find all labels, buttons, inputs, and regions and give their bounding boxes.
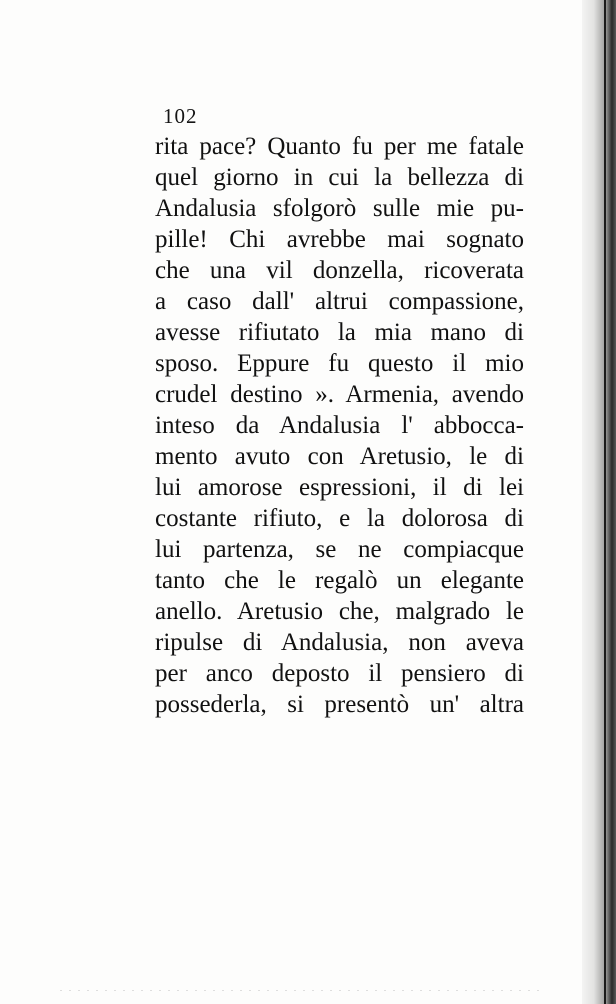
text-line: a caso dall' altrui compassione, — [155, 288, 524, 315]
text-line: quel giorno in cui la bellezza di — [155, 164, 524, 191]
binding-edge-line — [604, 0, 606, 1004]
text-line: tanto che le regalò un elegante — [155, 567, 524, 594]
text-line: mento avuto con Aretusio, le di — [155, 443, 524, 470]
text-line: ripulse di Andalusia, non aveva — [155, 629, 524, 656]
text-line: crudel destino ». Armenia, avendo — [155, 381, 524, 408]
text-line: sposo. Eppure fu questo il mio — [155, 350, 524, 377]
text-line: per anco deposto il pensiero di — [155, 660, 524, 687]
page-edge-shadow — [582, 0, 616, 1004]
text-line: lui partenza, se ne compiacque — [155, 536, 524, 563]
text-line: pille! Chi avrebbe mai sognato — [155, 226, 524, 253]
text-line: inteso da Andalusia l' abbocca- — [155, 412, 524, 439]
text-line: lui amorose espressioni, il di lei — [155, 474, 524, 501]
text-line: avesse rifiutato la mia mano di — [155, 319, 524, 346]
page-bottom-speckle — [60, 990, 540, 991]
text-line: anello. Aretusio che, malgrado le — [155, 598, 524, 625]
text-line: costante rifiuto, e la dolorosa di — [155, 505, 524, 532]
page-number: 102 — [163, 104, 198, 128]
text-line: che una vil donzella, ricoverata — [155, 257, 524, 284]
text-line: rita pace? Quanto fu per me fatale — [155, 133, 524, 160]
text-line: possederla, si presentò un' altra — [155, 691, 524, 718]
body-text — [155, 131, 524, 720]
text-line: Andalusia sfolgorò sulle mie pu- — [155, 195, 524, 222]
